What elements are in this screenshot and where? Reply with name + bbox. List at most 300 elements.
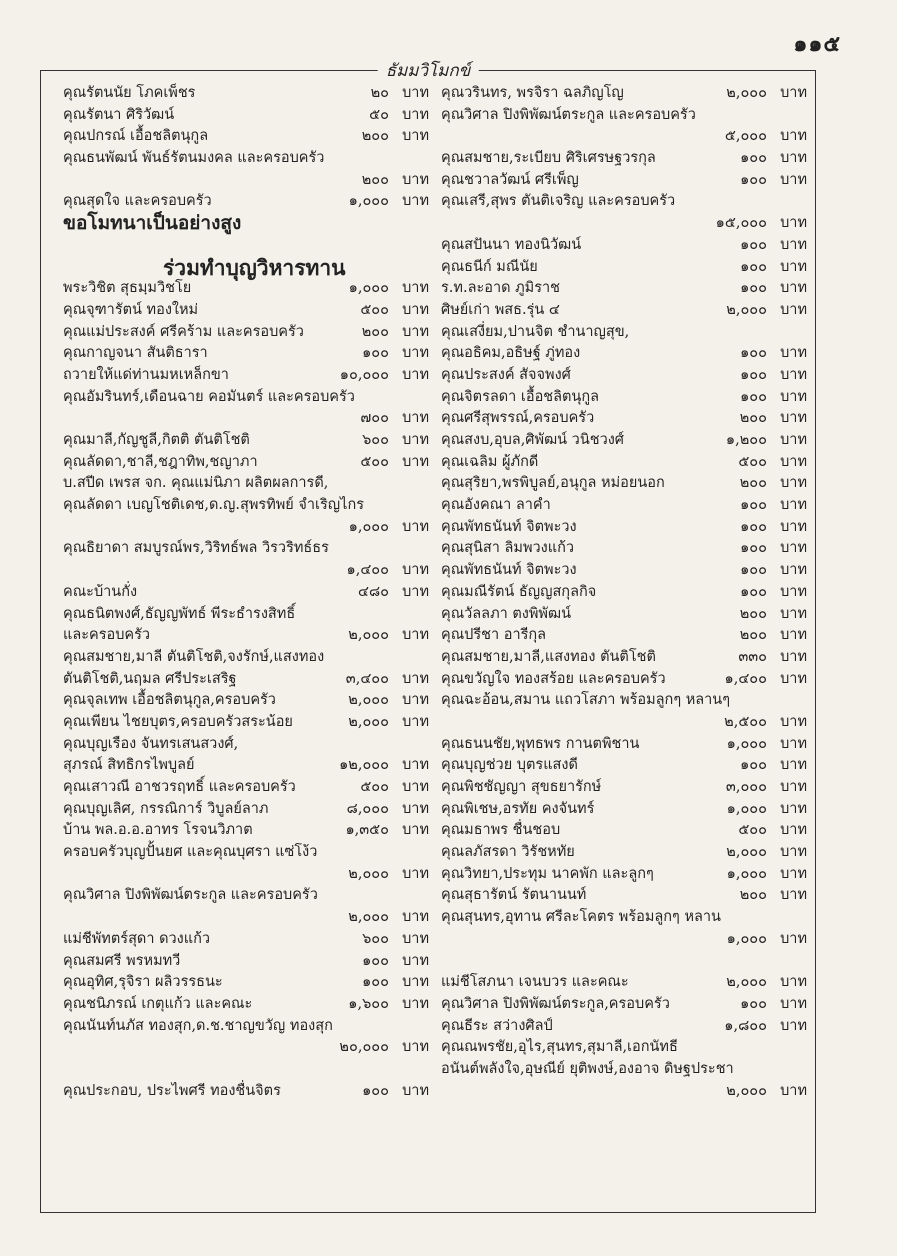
currency-unit: บาท [780,930,807,947]
currency-unit: บาท [402,779,429,795]
donation-amount: ๔๘๐ [357,583,389,600]
donation-amount: ๑๐๐ [740,518,767,535]
donation-amount: ๗๐๐ [360,410,389,427]
donor-row [441,560,811,582]
donor-name: คุณสมชาย,มาลี,แสงทอง ตันติโชติ [441,648,656,665]
donor-row [441,170,811,192]
donor-row [63,972,433,994]
donation-amount: ๑,๐๐๐ [348,518,389,535]
donor-row [441,495,811,517]
donation-amount: ๑,๐๐๐ [726,800,767,817]
donation-amount: ๒,๐๐๐ [348,627,389,644]
donation-amount: ๑,๐๐๐ [348,280,389,297]
currency-unit: บาท [402,627,429,644]
donation-amount: ๕๐๐ [360,453,389,470]
donor-row [441,885,811,907]
donor-name: คุณอุทิศ,รุจิรา ผลิวรรธนะ [63,974,223,991]
donation-amount: ๑,๔๐๐ [346,562,389,579]
donation-amount: ๒๐,๐๐๐ [339,1039,389,1056]
donation-amount: ๑,๐๐๐ [726,735,767,752]
donor-name: คุณนันท์นภัส ทองสุก,ด.ช.ชาญขวัญ ทองสุก [63,1017,333,1034]
donor-name: คุณฉะอ้อน,สมาน แถวโสภา พร้อมลูกๆ หลานๆ [441,692,731,709]
donor-row [63,1037,433,1059]
donor-row [441,647,811,669]
donation-amount: ๑๒,๐๐๐ [339,757,389,774]
donation-amount: ๒๐๐ [739,887,767,904]
currency-unit: บาท [780,757,807,774]
donor-row [63,170,433,192]
donor-name: คุณศรีสุพรรณ์,ครอบครัว [441,410,595,427]
donor-row [63,820,433,842]
donor-row [441,1016,811,1038]
currency-unit: บาท [780,150,807,167]
currency-unit: บาท [402,930,429,947]
donation-amount: ๓,๔๐๐ [345,670,389,687]
donation-amount: ๒๐๐ [361,128,389,145]
donation-amount: ๑๐๐ [740,583,767,600]
donor-row [63,625,433,647]
donor-row [63,907,433,929]
currency-unit: บาท [402,518,429,535]
currency-unit: บาท [402,1039,429,1056]
donor-row [441,994,811,1016]
donor-row [63,690,433,712]
donor-row [63,951,433,973]
donor-name: คุณมณีรัตน์ ธัญญสกุลกิจ [441,583,597,600]
currency-unit: บาท [780,822,807,839]
currency-unit: บาท [402,974,429,991]
donor-row [63,1081,433,1103]
donor-name: คุณจิตรลดา เอื้อชลิตนุกูล [441,388,599,405]
donor-name: คุณปกรณ์ เอื้อชลิตนุกูล [63,128,209,145]
currency-unit: บาท [780,388,807,405]
donation-amount: ๒,๐๐๐ [348,713,389,730]
currency-unit: บาท [780,475,807,492]
donor-name: สุภรณ์ สิทธิกรไพบูลย์ [63,757,195,774]
currency-unit: บาท [780,1082,807,1099]
currency-unit: บาท [780,974,807,991]
currency-unit: บาท [780,887,807,904]
donor-row [441,343,811,365]
donor-name: คุณอัมรินทร์,เดือนฉาย คอมันตร์ และครอบครัว [63,388,355,405]
currency-unit: บาท [402,952,429,969]
donation-amount: ๖๐๐ [362,432,389,448]
donation-amount: ๒๐ [370,85,389,101]
donation-amount: ๒๐๐ [739,475,767,492]
donation-amount: ๑๐๐ [740,388,767,405]
donor-name: คุณธิยาดา สมบูรณ์พร,วิริทธ์พล วิรวริทธ์ธร [63,540,329,557]
currency-unit: บาท [780,432,807,448]
currency-unit: บาท [780,735,807,752]
donor-name: คุณบุญช่วย บุตรแสงดี [441,757,578,774]
donation-amount: ๑๐๐ [740,540,767,557]
donor-row [63,647,433,669]
donor-name: คุณอธิคม,อธิษฐ์ ภู่ทอง [441,345,581,362]
donor-row [63,235,433,257]
donor-name: คุณลัดดา เบญโชติเดช,ด.ญ.สุพรทิพย์ จำเริญไกร [63,497,365,514]
donation-amount: ๑๐๐ [740,171,767,188]
currency-unit: บาท [780,301,807,318]
donor-name: คุณบุญเรือง จันทรเสนสวงศ์, [63,735,239,752]
donor-name: บ.สปีด เพรส จก. คุณแม่นิภา ผลิตผลการดี, [63,475,329,492]
donor-name: คุณสมชาย,มาลี ตันติโชติ,จงรักษ์,แสงทอง [63,648,325,665]
donation-amount: ๒,๕๐๐ [724,713,767,730]
donor-row [441,191,811,213]
donor-name: คุณสุดใจ และครอบครัว [63,193,212,210]
donor-row [63,755,433,777]
donation-amount: ๑,๘๐๐ [724,1017,767,1034]
currency-unit: บาท [780,171,807,188]
donor-row [441,755,811,777]
currency-unit: บาท [402,713,429,730]
donor-row [63,517,433,539]
donor-name: คุณพัทธนันท์ จิตพะวง [441,562,577,579]
donation-amount: ๑๐๐ [362,974,389,991]
donor-row [63,148,433,170]
donation-amount: ๓๓๐ [738,648,767,665]
currency-unit: บาท [402,128,429,145]
donor-row [63,126,433,148]
donation-amount: ๓,๐๐๐ [725,779,767,795]
donation-amount: ๒,๐๐๐ [348,692,389,709]
donor-row [441,1037,811,1059]
donor-name: คุณลภัสรดา วิรัชหทัย [441,844,575,861]
donor-name: ตันติโชติ,นฤมล ศรีประเสริฐ [63,670,237,687]
donor-name: คุณวรินทร, พรจิรา ฉลภิญโญ [441,85,624,101]
currency-unit: บาท [402,106,429,123]
donation-amount: ๑๐๐ [362,345,389,362]
donor-row [63,430,433,452]
donor-name: คุณประสงค์ สัจจพงศ์ [441,366,571,383]
donor-row [441,213,811,235]
currency-unit: บาท [402,193,429,210]
donor-row [441,799,811,821]
currency-unit: บาท [402,692,429,709]
donor-name: คุณบุญเลิศ, กรรณิการ์ วิบูลย์ลาภ [63,800,269,817]
currency-unit: บาท [780,453,807,470]
donation-amount: ๒๐๐ [739,627,767,644]
donor-name: คุณธีระ สว่างศิลป์ [441,1017,553,1034]
section-heading-text: ขอโมทนาเป็นอย่างสูง [63,212,242,235]
donation-amount: ๑,๓๕๐ [345,822,389,839]
donor-name: คุณสุริยา,พรพิบูลย์,อนุกูล หม่อยนอก [441,475,665,492]
currency-unit: บาท [780,345,807,362]
donor-row [63,842,433,864]
donor-name: คุณเสงี่ยม,ปานจิต ชำนาญสุข, [441,323,630,340]
currency-unit: บาท [402,85,429,101]
donor-name: คุณชนิภรณ์ เกตุแก้ว และคณะ [63,995,253,1012]
donor-name: และครอบครัว [63,627,151,644]
currency-unit: บาท [780,627,807,644]
donor-row [63,452,433,474]
page-header-title: ธัมมวิโมกข์ [378,57,479,84]
donor-name: คุณธนนชัย,พุทธพร กานตพิชาน [441,735,640,752]
donation-amount: ๑,๒๐๐ [725,432,767,448]
donor-row [441,105,811,127]
donation-amount: ๖๐๐ [362,930,389,947]
currency-unit: บาท [780,779,807,795]
currency-unit: บาท [402,280,429,297]
donor-row [441,517,811,539]
donor-row [441,83,811,105]
donor-row [441,257,811,279]
donation-amount: ๑๐๐ [740,366,767,383]
donor-row [441,929,811,951]
donor-name: คุณจุลเทพ เอื้อชลิตนุกูล,ครอบครัว [63,692,276,709]
donor-row [63,1059,433,1081]
donor-row [63,365,433,387]
currency-unit: บาท [780,85,807,101]
donor-row [441,777,811,799]
currency-unit: บาท [780,410,807,427]
currency-unit: บาท [780,258,807,275]
donor-row [441,604,811,626]
donor-row [441,148,811,170]
donor-name: คุณมธาพร ชื่นชอบ [441,822,561,839]
donor-name: คุณจุฑารัตน์ ทองใหม่ [63,301,199,318]
currency-unit: บาท [780,995,807,1012]
donor-name: คุณวิศาล ปิงพิพัฒน์ตระกูล และครอบครัว [63,887,318,904]
donor-name: คุณรัตนา ศิริวัฒน์ [63,106,175,123]
donor-row [441,430,811,452]
currency-unit: บาท [780,128,807,145]
donor-row [63,582,433,604]
donation-amount: ๒,๐๐๐ [726,85,767,101]
donor-name: คุณพิเชษ,อรทัย คงจันทร์ [441,800,595,817]
section-heading [63,254,433,280]
currency-unit: บาท [402,757,429,774]
donor-name: คุณสุนทร,อุทาน ศรีละโคตร พร้อมลูกๆ หลาน [441,909,721,926]
donor-name: คุณสุนิสา ลิมพวงแก้ว [441,540,575,557]
donor-name: คุณวิศาล ปิงพิพัฒน์ตระกูล,ครอบครัว [441,995,670,1012]
donor-row [63,538,433,560]
currency-unit: บาท [780,236,807,253]
donor-row [63,799,433,821]
donation-amount: ๑๕,๐๐๐ [715,215,767,232]
donor-row [441,972,811,994]
donor-row [63,1016,433,1038]
donation-amount: ๑๐๐ [740,280,767,297]
donor-name: ถวายให้แด่ท่านมหเหล็กขา [63,366,229,383]
donor-row [441,126,811,148]
currency-unit: บาท [780,366,807,383]
currency-unit: บาท [402,301,429,318]
donor-row [441,582,811,604]
donation-amount: ๑,๐๐๐ [726,930,767,947]
page-number: ๑๑๕ [793,31,841,57]
donor-row [63,105,433,127]
currency-unit: บาท [780,518,807,535]
donor-name: คุณสมชาย,ระเบียบ ศิริเศรษฐวรกุล [441,150,656,167]
donation-amount: ๕๐๐ [360,301,389,318]
donor-row [441,538,811,560]
donor-name: คุณรัตนนัย โภคเพ็ชร [63,85,196,101]
donor-row [63,473,433,495]
donor-name: ร.ท.ละอาด ภูมิราช [441,280,561,297]
donation-amount: ๒,๐๐๐ [726,301,767,318]
donor-row [441,408,811,430]
donor-row [441,235,811,257]
currency-unit: บาท [402,432,429,448]
donor-row [63,278,433,300]
currency-unit: บาท [402,323,429,340]
donor-name: คุณสปันนา ทองนิวัฒน์ [441,236,582,253]
donor-row [441,842,811,864]
donation-amount: ๑,๖๐๐ [348,995,389,1012]
donor-name: คุณขวัญใจ ทองสร้อย และครอบครัว [441,670,666,687]
donor-row [441,690,811,712]
donor-row [441,300,811,322]
currency-unit: บาท [780,865,807,882]
currency-unit: บาท [780,648,807,665]
donor-name: คุณณพรชัย,อุไร,สุนทร,สุมาลี,เอกนัทธี [441,1039,678,1056]
section-heading-text: ร่วมทำบุญวิหารทาน [163,254,346,280]
donor-row [63,83,433,105]
page-frame [40,61,816,1213]
currency-unit: บาท [402,865,429,882]
donor-name: คุณกาญจนา สันติธารา [63,345,208,362]
donation-amount: ๕๐๐ [738,822,767,839]
currency-unit: บาท [780,605,807,622]
currency-unit: บาท [402,822,429,839]
donor-row [441,322,811,344]
donor-row [441,365,811,387]
donor-row [441,473,811,495]
donor-name: คุณแม่ประสงค์ ศรีคร้าม และครอบครัว [63,323,304,340]
currency-unit: บาท [780,562,807,579]
donation-amount: ๘,๐๐๐ [346,800,389,817]
donor-row [63,712,433,734]
donation-amount: ๑๐๐ [740,258,767,275]
donation-amount: ๒๐๐ [739,410,767,427]
currency-unit: บาท [780,1017,807,1034]
donor-row [63,777,433,799]
donation-amount: ๑,๐๐๐ [348,193,389,210]
currency-unit: บาท [402,670,429,687]
donor-row [63,994,433,1016]
donation-amount: ๑๐,๐๐๐ [339,366,389,383]
donor-row [63,734,433,756]
donor-name: คณะบ้านกั่ง [63,583,138,600]
donor-name: คุณวัลลภา ตงพิพัฒน์ [441,605,571,622]
donor-name: คุณชวาลวัฒน์ ศรีเพ็ญ [441,171,579,188]
donor-name: อนันต์พลังใจ,อุษณีย์ ยุติพงษ์,องอาจ ดิษฐประชา [441,1060,734,1077]
donor-row [441,734,811,756]
donation-amount: ๕๐ [369,106,389,123]
donor-row [441,669,811,691]
donor-name: คุณวิศาล ปิงพิพัฒน์ตระกูล และครอบครัว [441,106,696,123]
donation-amount: ๑๐๐ [740,236,767,253]
donor-name: คุณธนิตพงศ์,ธัญญพัทธ์ พีระธำรงสิทธิ์ [63,605,296,622]
donor-name: พระวิชิต สุธมฺมวิชโย [63,280,192,297]
donation-amount: ๒,๐๐๐ [348,909,389,926]
currency-unit: บาท [402,909,429,926]
donor-row [63,322,433,344]
donor-row [441,907,811,929]
donor-list-left-column [63,83,433,1102]
donor-list-right-column [441,83,811,1102]
donation-amount: ๕,๐๐๐ [724,128,767,145]
currency-unit: บาท [402,995,429,1012]
donor-name: คุณประกอบ, ประไพศรี ทองชื่นจิตร [63,1082,281,1099]
donation-amount: ๑,๐๐๐ [726,865,767,882]
donor-row [63,343,433,365]
donation-amount: ๒,๐๐๐ [726,974,767,991]
donation-amount: ๑๐๐ [362,952,389,969]
donor-name: คุณธนพัฒน์ พันธ์รัตนมงคล และครอบครัว [63,150,325,167]
donor-name: ครอบครัวบุญปั้นยศ และคุณบุศรา แซ่โง้ว [63,844,318,861]
donor-name: คุณวิทยา,ประทุม นาคพัก และลูกๆ [441,865,654,882]
donor-row [63,929,433,951]
donor-row [441,387,811,409]
donation-amount: ๕๐๐ [360,779,389,795]
currency-unit: บาท [780,583,807,600]
donor-row [441,452,811,474]
donation-amount: ๕๐๐ [738,453,767,470]
section-heading [63,213,433,235]
donor-name: แม่ชีพัทตร์สุดา ดวงแก้ว [63,930,210,947]
currency-unit: บาท [780,670,807,687]
donation-amount: ๑๐๐ [740,757,767,774]
currency-unit: บาท [402,410,429,427]
donor-row [441,1081,811,1103]
donor-name: คุณพัทธนันท์ จิตพะวง [441,518,577,535]
currency-unit: บาท [780,540,807,557]
donor-name: คุณพิชชัญญา สุขธยารักษ์ [441,779,602,795]
donor-row [63,495,433,517]
donor-name: คุณสงบ,อุบล,ศิพัฒน์ วนิชวงศ์ [441,432,625,448]
donor-row [441,820,811,842]
donor-row [441,625,811,647]
currency-unit: บาท [402,800,429,817]
donation-amount: ๑๐๐ [740,995,767,1012]
donor-row [63,408,433,430]
donor-row [63,300,433,322]
donation-amount: ๒๐๐ [361,323,389,340]
currency-unit: บาท [402,583,429,600]
donor-row [441,278,811,300]
donation-amount: ๑๐๐ [740,562,767,579]
currency-unit: บาท [780,800,807,817]
donor-name: บ้าน พล.อ.อ.อาทร โรจนวิภาต [63,822,253,839]
donor-row [63,560,433,582]
donation-amount: ๑,๔๐๐ [724,670,767,687]
currency-unit: บาท [780,215,807,232]
donor-name: คุณธนีก์ มณีนัย [441,258,538,275]
donor-row [441,864,811,886]
donation-amount: ๑๐๐ [362,1082,389,1099]
donor-row [441,712,811,734]
donor-row [63,191,433,213]
currency-unit: บาท [402,453,429,470]
donor-name: คุณสุธารัตน์ รัตนานนท์ [441,887,587,904]
donor-name: คุณสมศรี พรหมทวี [63,952,181,969]
donor-row [63,604,433,626]
donor-name: คุณเสรี,สุพร ตันติเจริญ และครอบครัว [441,193,676,210]
donation-amount: ๒๐๐ [739,605,767,622]
donation-amount: ๑๐๐ [740,150,767,167]
currency-unit: บาท [780,844,807,861]
currency-unit: บาท [402,171,429,188]
donor-row [63,864,433,886]
donor-row [63,669,433,691]
donor-name: คุณอังคณา ลาคำ [441,497,551,514]
donor-name: คุณมาลี,กัญชูลี,กิตติ ตันติโชติ [63,432,250,448]
donor-name: คุณเสาวณี อาชวรฤทธิ์ และครอบครัว [63,779,296,795]
currency-unit: บาท [780,497,807,514]
donor-name: แม่ชีโสภนา เจนบวร และคณะ [441,974,629,991]
donation-amount: ๒,๐๐๐ [726,1082,767,1099]
